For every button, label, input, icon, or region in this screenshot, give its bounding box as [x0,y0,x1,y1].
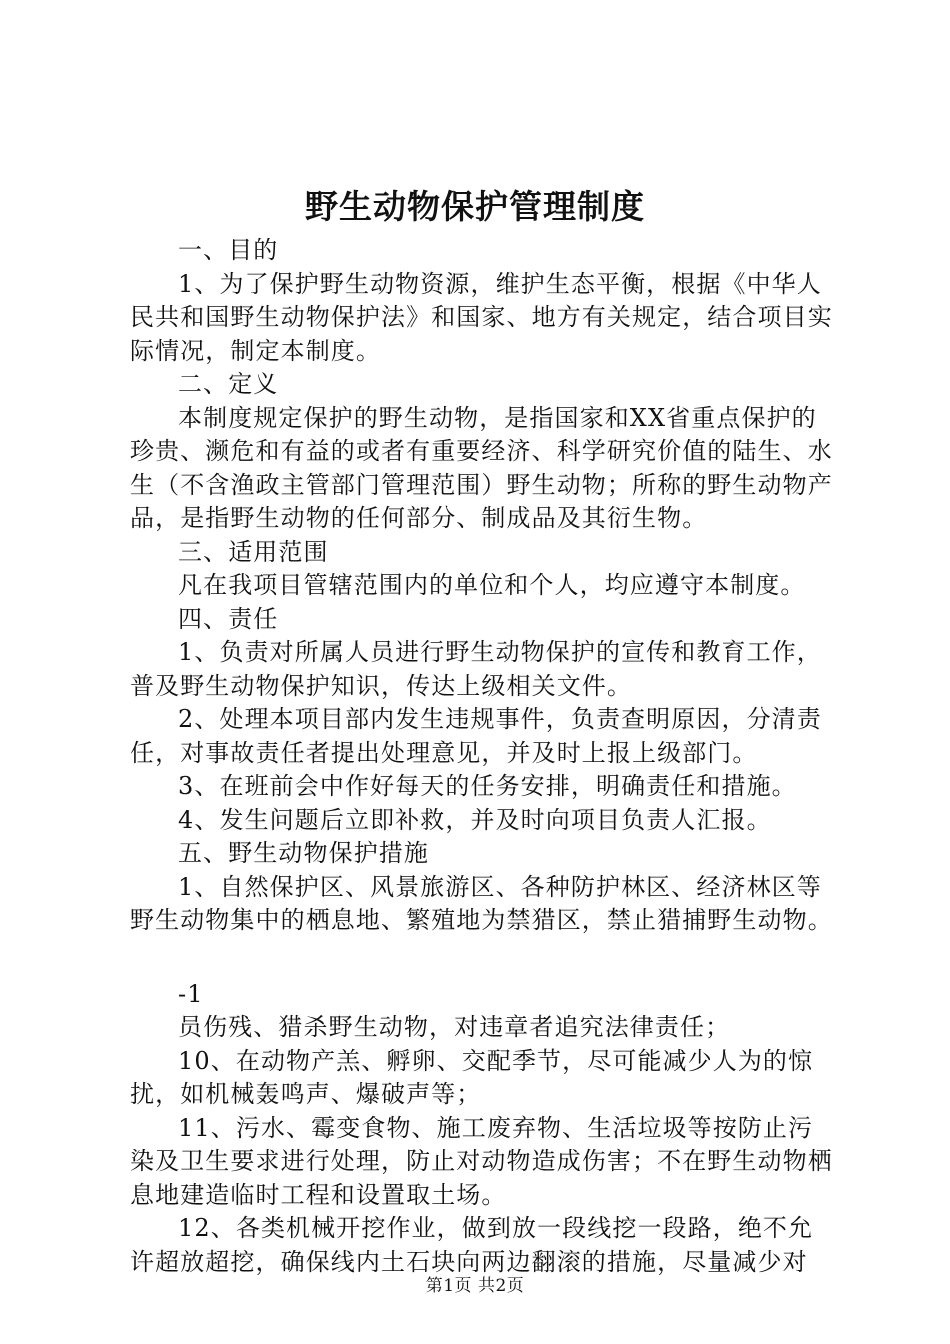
section-heading-scope: 三、适用范围 [178,537,329,566]
paragraph: 员伤残、猎杀野生动物，对违章者追究法律责任； [178,1013,731,1041]
paragraph: 2、处理本项目部内发生违规事件，负责查明原因，分清责任，对事故责任者提出处理意见，并及时上报上级部门。 [130,705,822,767]
paragraph: 12、各类机械开挖作业，做到放一段线挖一段路，绝不允许超放超挖，确保线内土石块向两边翻滚的措施，尽量减少对 [130,1214,814,1276]
paragraph: 1、自然保护区、风景旅游区、各种防护林区、经济林区等野生动物集中的栖息地、繁殖地为禁猎区，禁止猎捕野生动物。 [130,872,833,934]
document-body [130,234,835,1279]
paragraph: 本制度规定保护的野生动物，是指国家和XX省重点保护的珍贵、濒危和有益的或者有重要经济、科学研究价值的陆生、水生（不含渔政主管部门管理范围）野生动物；所称的野生动物产品，是指野生动物的任何部分、制成品及其衍生物。 [130,403,833,532]
paragraph: 4、发生问题后立即补救，并及时向项目负责人汇报。 [178,805,772,834]
paragraph: 11、污水、霉变食物、施工废弃物、生活垃圾等按防止污染及卫生要求进行处理，防止对动物造成伤害；不在野生动物栖息地建造临时工程和设置取土场。 [130,1113,833,1209]
paragraph: 3、在班前会中作好每天的任务安排，明确责任和措施。 [178,772,797,800]
paragraph: 凡在我项目管辖范围内的单位和个人，均应遵守本制度。 [178,571,806,599]
page-marker: -1 [178,979,204,1008]
section-heading-purpose: 一、目的 [178,236,279,264]
paragraph: 10、在动物产羔、孵卵、交配季节，尽可能减少人为的惊扰，如机械轰鸣声、爆破声等； [130,1046,814,1108]
paragraph: 1、负责对所属人员进行野生动物保护的宣传和教育工作，普及野生动物保护知识，传达上级相关文件。 [130,638,822,700]
page-footer: 第1页 共2页 [425,1276,525,1296]
section-heading-definition: 二、定义 [178,370,279,398]
section-heading-responsibility: 四、责任 [178,604,279,633]
paragraph: 1、为了保护野生动物资源，维护生态平衡，根据《中华人民共和国野生动物保护法》和国家、地方有关规定，结合项目实际情况，制定本制度。 [130,269,833,365]
document-title: 野生动物保护管理制度 [305,187,645,226]
section-heading-measures: 五、野生动物保护措施 [178,839,429,867]
